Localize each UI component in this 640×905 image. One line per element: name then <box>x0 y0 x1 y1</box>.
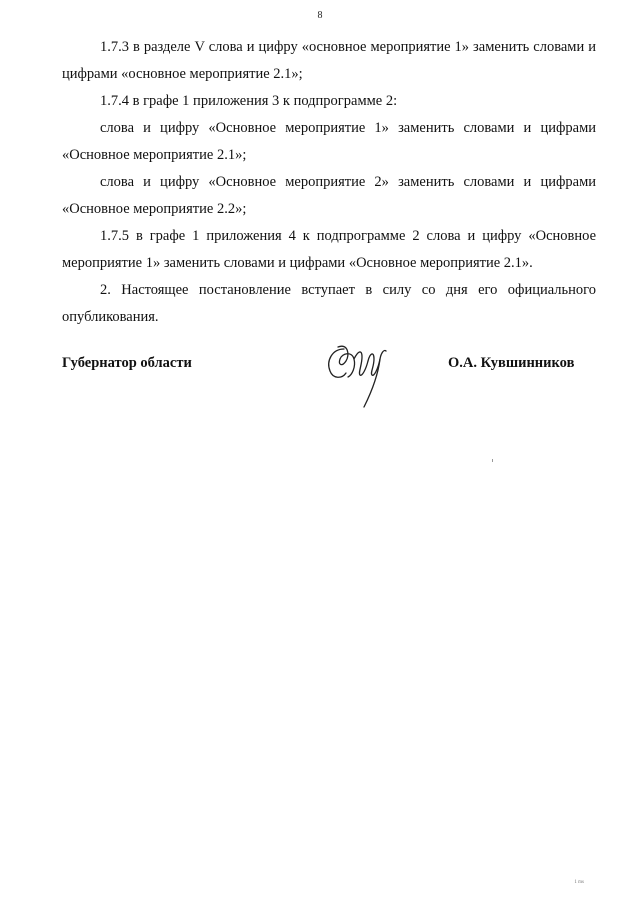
page-number: 8 <box>317 10 323 21</box>
paragraph-effective-date: 2. Настоящее постановление вступает в силу со дня его официального опубликования. <box>62 282 596 325</box>
paragraph-1-7-3: 1.7.3 в разделе V слова и цифру «основное мероприятие 1» заменить словами и цифрами «основное мероприятие 2.1»; <box>62 39 596 82</box>
footer-mark: 1 ms <box>574 880 584 885</box>
paragraph-replace-2: слова и цифру «Основное мероприятие 2» заменить словами и цифрами «Основное мероприятие 2.2»; <box>62 174 596 217</box>
signatory-name: О.А. Кувшинников <box>448 355 575 371</box>
paragraph-replace-1: слова и цифру «Основное мероприятие 1» заменить словами и цифрами «Основное мероприятие 2.1»; <box>62 120 596 163</box>
paragraph-1-7-5: 1.7.5 в графе 1 приложения 4 к подпрограмме 2 слова и цифру «Основное мероприятие 1» заменить словами и цифрами «Основное мероприятие 2.1». <box>62 228 596 271</box>
signatory-position: Губернатор области <box>62 355 192 371</box>
handwritten-signature <box>318 335 398 415</box>
scan-artifact <box>492 459 493 462</box>
paragraph-1-7-4: 1.7.4 в графе 1 приложения 3 к подпрограмме 2: <box>100 93 398 109</box>
